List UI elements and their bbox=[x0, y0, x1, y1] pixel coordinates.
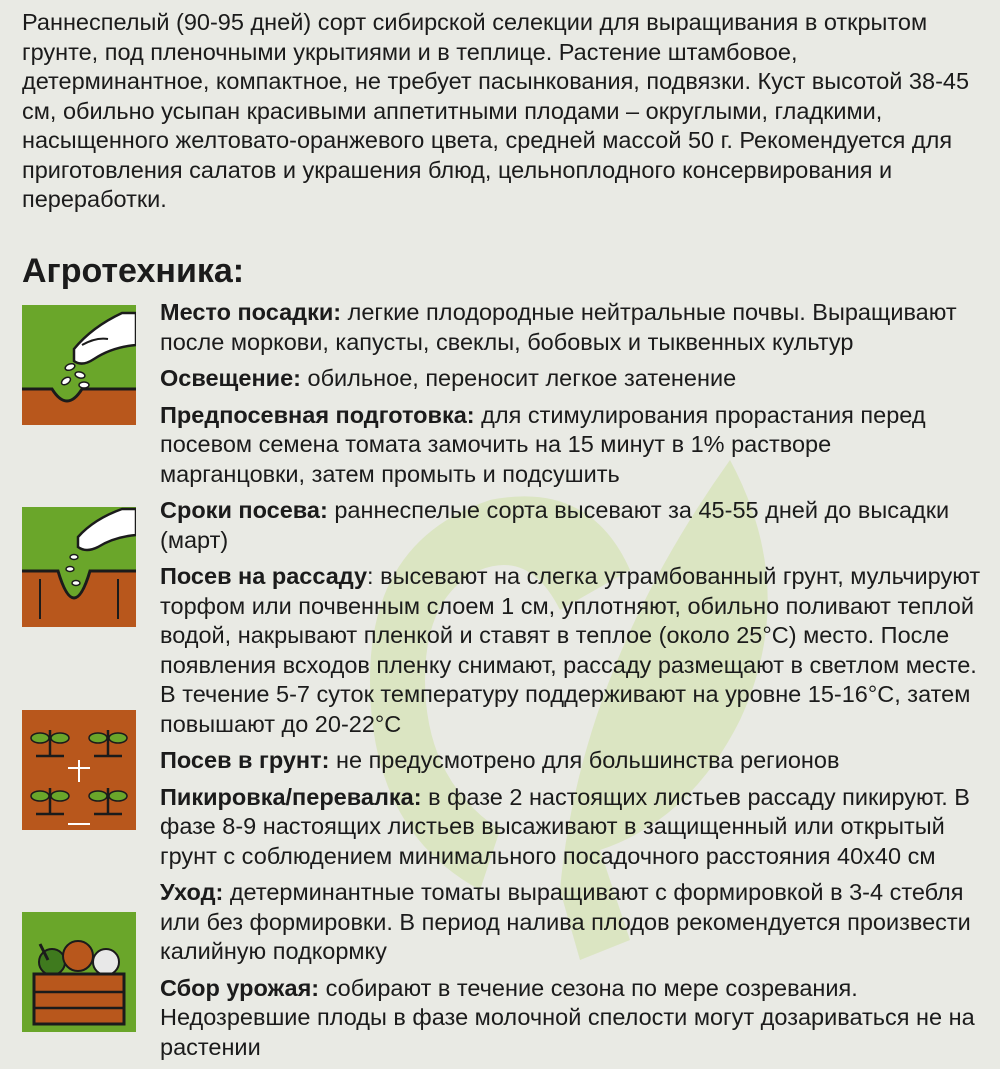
section-text: собирают в течение сезона по мере созревания. Недозревшие плоды в фазе молочной спелости могут дозариваться не на растении bbox=[160, 974, 975, 1060]
variety-description: Раннеспелый (90-95 дней) сорт сибирской селекции для выращивания в открытом грунте, под пленочными укрытиями и в теплице. Растение штамбовое, детерминантное, компактное, не требует пасынкования, подвязки. Куст высотой 38-45 см, обильно усыпан красивыми аппетитными плодами – округлыми, гладкими, насыщенного желтовато-оранжевого цвета, средней массой 50 г. Рекомендуется для приготовления салатов и украшения блюд, цельноплодного консервирования и переработки. bbox=[22, 9, 970, 212]
section-label: Освещение: bbox=[160, 365, 301, 391]
section-label: Посев на рассаду bbox=[160, 563, 368, 589]
hand-sowing-seeds-icon bbox=[22, 305, 136, 425]
section-care bbox=[160, 878, 982, 967]
agrotechnics-list bbox=[160, 298, 982, 1069]
section-sowing-dates bbox=[160, 496, 982, 555]
section-lighting bbox=[160, 364, 982, 394]
section-planting-site bbox=[160, 298, 982, 357]
section-pre-sowing bbox=[160, 401, 982, 490]
seed-in-furrow-icon bbox=[22, 507, 136, 627]
section-text: обильное, переносит легкое затенение bbox=[301, 365, 737, 391]
section-label: Место посадки: bbox=[160, 299, 342, 325]
section-harvest bbox=[160, 974, 982, 1063]
seedling-spacing-icon bbox=[22, 710, 136, 830]
section-text: детерминантные томаты выращивают с формировкой в 3-4 стебля или без формировки. В период налива плодов рекомендуется произвести калийную подкормку bbox=[160, 879, 971, 964]
section-label: Предпосевная подготовка: bbox=[160, 401, 475, 428]
section-text: для стимулирования прорастания перед посевом семена томата замочить на 15 минут в 1% растворе марганцовки, затем промыть и подсушить bbox=[160, 401, 926, 487]
section-label: Посев в грунт: bbox=[160, 747, 330, 773]
section-label: Пикировка/перевалка: bbox=[160, 783, 422, 810]
section-text: не предусмотрено для большинства регионов bbox=[329, 747, 840, 773]
agrotechnics-heading: Агротехника: bbox=[22, 252, 245, 290]
section-seedling-sowing bbox=[160, 562, 982, 739]
section-text: раннеспелые сорта высевают за 45-55 дней до высадки (март) bbox=[160, 497, 950, 553]
section-transplanting bbox=[160, 783, 982, 872]
section-text: : высевают на слегка утрамбованный грунт, мульчируют торфом или почвенным слоем 1 см, уплотняют, обильно поливают теплой водой, накрывают пленкой и ставят в теплое (около 25°С) место. После появления всходов пленку снимают, рассаду размещают в светлом месте. В течение 5-7 суток температуру поддерживают на уровне 15-16°С, затем повышают до 20-22°С bbox=[160, 563, 981, 737]
section-label: Сроки посева: bbox=[160, 497, 328, 523]
section-text: в фазе 2 настоящих листьев рассаду пикируют. В фазе 8-9 настоящих листьев высаживают в защищенный или открытый грунт с соблюдением минимального посадочного расстояния 40х40 см bbox=[160, 783, 970, 869]
section-open-ground-sowing bbox=[160, 746, 982, 776]
vegetable-crate-icon bbox=[22, 912, 136, 1032]
section-text: легкие плодородные нейтральные почвы. Выращивают после моркови, капусты, свеклы, бобовых и тыквенных культур bbox=[160, 299, 957, 355]
section-label: Сбор урожая: bbox=[160, 974, 320, 1001]
section-label: Уход: bbox=[160, 879, 224, 905]
